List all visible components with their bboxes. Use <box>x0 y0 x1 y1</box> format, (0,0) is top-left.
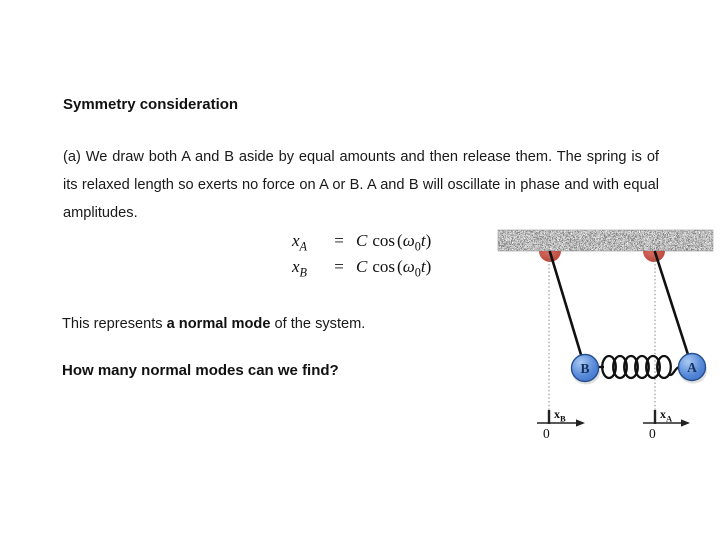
pendulum-string-right <box>655 252 692 367</box>
pendulum-string-left <box>550 252 585 368</box>
axis-right-origin: 0 <box>649 426 656 441</box>
equation-lhs: $x_B$ <box>292 257 308 280</box>
equation-rhs: C $\cos (\omega_0t)$ <box>356 231 432 254</box>
axis-left-origin: 0 <box>543 426 550 441</box>
equation-block <box>292 231 431 283</box>
axis-left-label: $x_B$ <box>554 407 566 424</box>
equation-xb <box>292 257 431 283</box>
bob-right-label: A <box>687 360 697 375</box>
equation-rhs: C $\cos (\omega_0t)$ <box>356 257 432 280</box>
bob-left <box>572 355 601 385</box>
equals-sign: = <box>334 231 344 250</box>
slide-title: Symmetry consideration <box>63 96 239 113</box>
normal-mode-statement: This represents a normal mode of the system. <box>62 316 366 332</box>
axis-left-arrowhead <box>576 419 585 426</box>
equation-xa <box>292 231 431 257</box>
bob-left-label: B <box>580 361 590 376</box>
ceiling-bar <box>498 230 713 251</box>
pendulum-spring-diagram <box>497 228 715 442</box>
equation-lhs: $x_A$ <box>292 231 308 254</box>
normal-mode-emphasis: a normal mode <box>166 316 271 332</box>
axis-right-label: $x_A$ <box>660 407 673 424</box>
body-paragraph: (a) We draw both A and B aside by equal amounts and then release them. The spring is of its relaxed length so exerts no force on A or B. A and B will oscillate in phase and with equal amplitudes. <box>63 149 659 221</box>
equals-sign: = <box>334 257 344 276</box>
bob-right <box>679 354 708 384</box>
question-line: How many normal modes can we find? <box>62 362 339 379</box>
axis-right-arrowhead <box>681 419 690 426</box>
spring <box>598 356 679 378</box>
